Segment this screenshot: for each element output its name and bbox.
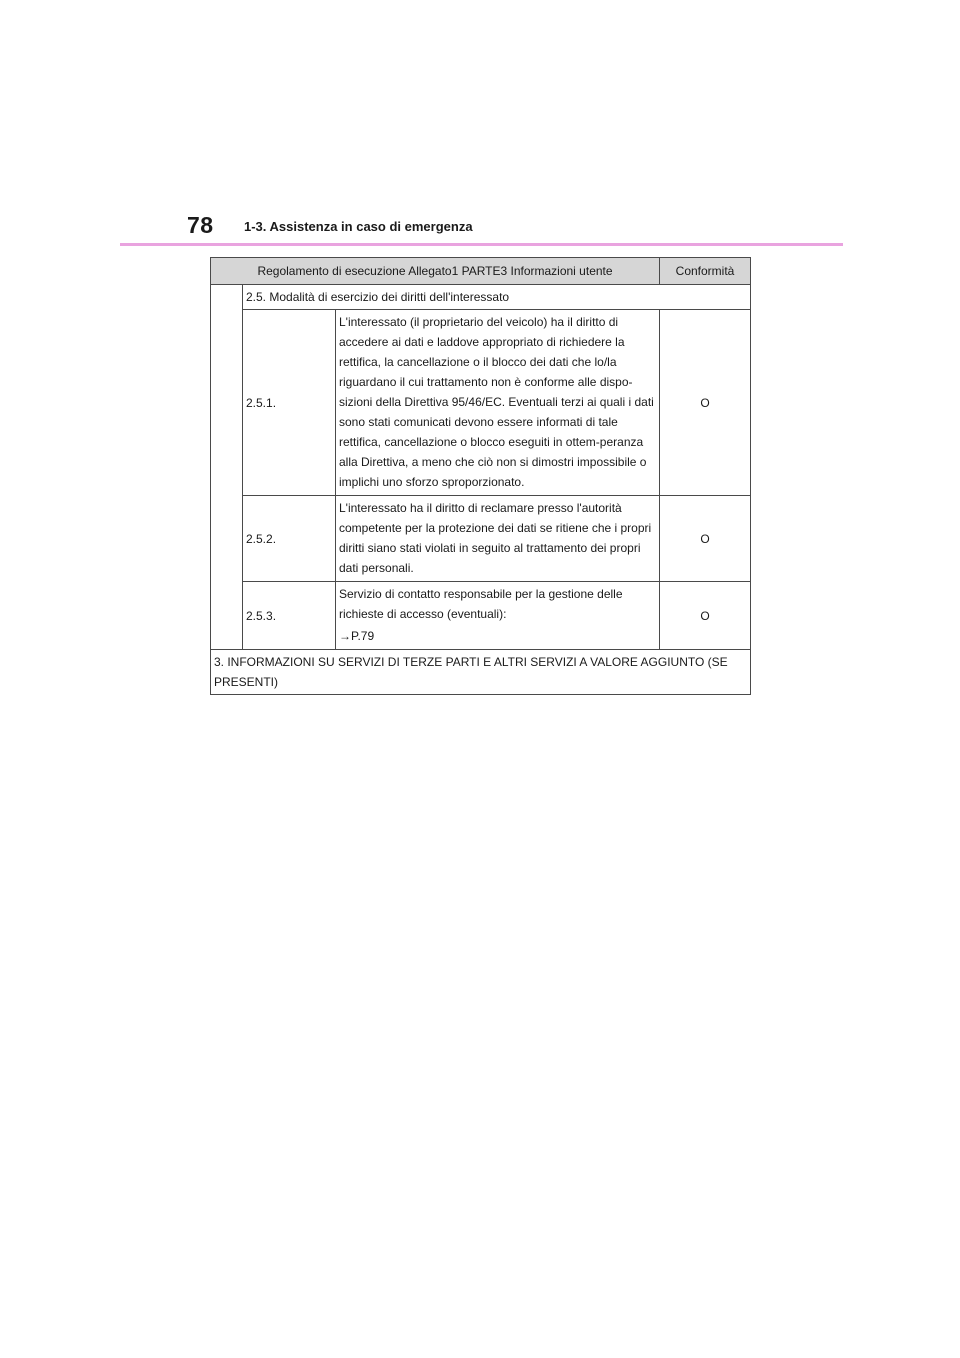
section-title: 1-3. Assistenza in caso di emergenza xyxy=(244,219,473,234)
row-number: 2.5.3. xyxy=(243,582,336,650)
header-regulation: Regolamento di esecuzione Allegato1 PARTE3 Informazioni utente xyxy=(211,258,660,285)
row-text: L'interessato ha il diritto di reclamare presso l'autorità competente per la protezione dei dati se ritiene che i propri diritti siano stati violati in seguito al trattamento dei propri dati personali. xyxy=(336,496,660,582)
table-row xyxy=(211,496,751,582)
row-conformity: O xyxy=(660,582,751,650)
indent-cell xyxy=(211,285,243,650)
row-conformity: O xyxy=(660,310,751,496)
row-number: 2.5.2. xyxy=(243,496,336,582)
table-row xyxy=(211,582,751,650)
section-3-row xyxy=(211,650,751,695)
row-text: L'interessato (il proprietario del veicolo) ha il diritto di accedere ai dati e laddove appropriato di richiedere la rettifica, la cancellazione o il blocco dei dati che lo/la riguardano il cui trattamento non è conforme alle dispo-sizioni della Direttiva 95/46/EC. Eventuali terzi ai quali i dati sono stati comunicati devono essere informati di tale rettifica, cancellazione o blocco eseguiti in ottem-peranza alla Direttiva, a meno che ciò non si dimostri impossibile o implichi uno sforzo sproporzionato. xyxy=(336,310,660,496)
subsection-title: 2.5. Modalità di esercizio dei diritti dell'interessato xyxy=(243,285,751,310)
subsection-row xyxy=(211,285,751,310)
row-number: 2.5.1. xyxy=(243,310,336,496)
header-conformity: Conformità xyxy=(660,258,751,285)
page-number: 78 xyxy=(187,212,214,238)
row-text: Servizio di contatto responsabile per la gestione delle richieste di accesso (eventuali): xyxy=(339,587,623,621)
row-conformity: O xyxy=(660,496,751,582)
header-divider xyxy=(120,243,843,246)
table-row xyxy=(211,310,751,496)
page-reference-link[interactable]: →P.79 xyxy=(339,629,375,643)
table-header-row xyxy=(211,258,751,285)
row-text-cell xyxy=(336,582,660,650)
section-3-title: 3. INFORMAZIONI SU SERVIZI DI TERZE PARTI E ALTRI SERVIZI A VALORE AGGIUNTO (SE PRESENTI) xyxy=(211,650,751,695)
regulation-table xyxy=(210,257,751,695)
